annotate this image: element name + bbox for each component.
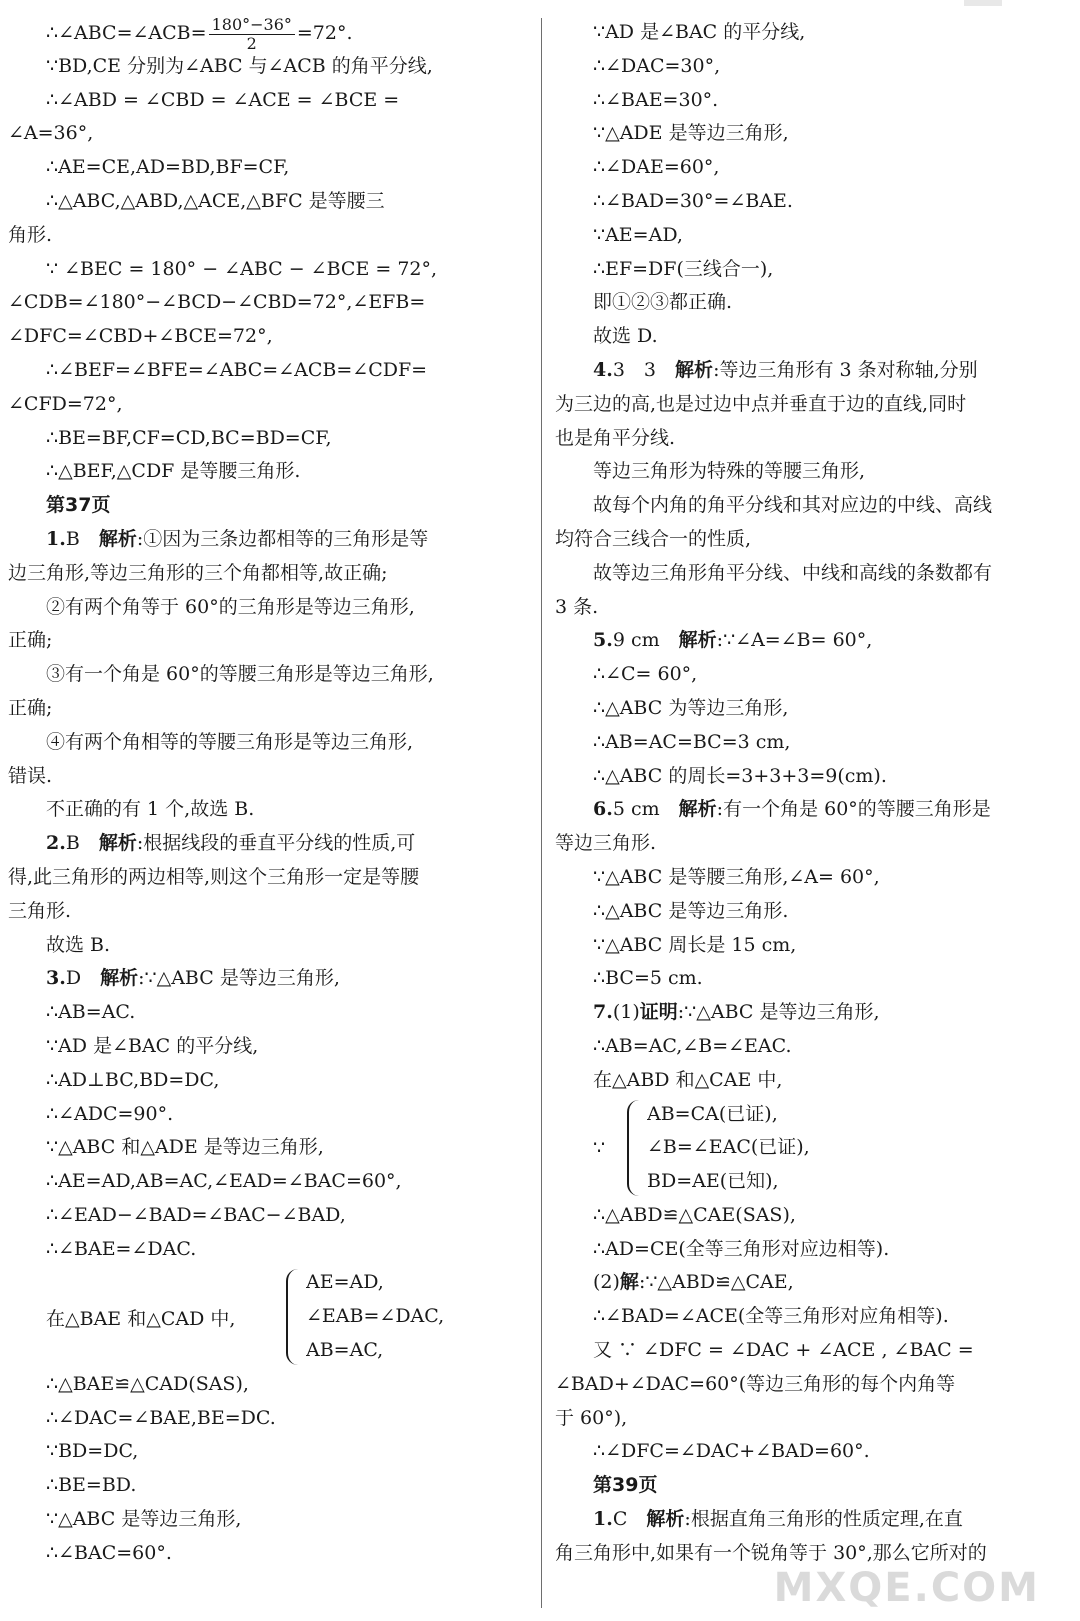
- text-line: ∴△ABC 为等边三角形,: [593, 696, 789, 719]
- system-lines: [306, 1266, 444, 1367]
- text-line: ∴AE=CE,AD=BD,BF=CF,: [46, 156, 290, 179]
- question-number: 3.: [46, 967, 66, 990]
- text-line: 得,此三角形的两边相等,则这个三角形一定是等腰: [8, 865, 420, 888]
- system-line: ∠B=∠EAC(已证),: [647, 1136, 810, 1159]
- text-line: [8, 16, 528, 50]
- text-line: ∴∠BEF=∠BFE=∠ABC=∠ACB=∠CDF=: [46, 358, 428, 381]
- text-line: ∠DFC=∠CBD+∠BCE=72°,: [8, 325, 273, 348]
- text-line: ∵AD 是∠BAC 的平分线,: [593, 21, 806, 43]
- analysis-tag: 解析: [98, 832, 137, 855]
- text-line: ∠A=36°,: [8, 122, 94, 145]
- text-line: ∵BD,CE 分别为∠ABC 与∠ACB 的角平分线,: [46, 54, 433, 77]
- text-line: ∴∠DAE=60°,: [593, 156, 720, 179]
- question-1-line: [555, 1503, 1070, 1537]
- text-line: ∴∠EAD−∠BAD=∠BAC−∠BAD,: [46, 1203, 346, 1226]
- text-line: ④有两个角相等的等腰三角形是等边三角形,: [46, 730, 414, 753]
- text-line: ∵△ADE 是等边三角形,: [593, 122, 789, 145]
- question-5-line: [555, 624, 1070, 658]
- text: :有一个角是 60°的等腰三角形是: [716, 798, 991, 821]
- column-divider: [541, 18, 542, 1608]
- answer: B: [65, 527, 80, 550]
- section-heading-p39: 第39页: [593, 1474, 658, 1497]
- text-line: ∠CDB=∠180°−∠BCD−∠CBD=72°,∠EFB=: [8, 291, 426, 314]
- text-line: ∵△ABC 是等腰三角形,∠A= 60°,: [593, 865, 880, 888]
- text-line: 也是角平分线.: [555, 426, 676, 449]
- text: :根据线段的垂直平分线的性质,可: [136, 832, 416, 855]
- text-line: ∵△ABC 周长是 15 cm,: [593, 933, 797, 956]
- text-line: 正确;: [8, 696, 53, 719]
- equation-system: [8, 1266, 528, 1367]
- system-line: AE=AD,: [306, 1271, 384, 1294]
- text-line: 三角形.: [8, 899, 72, 922]
- question-4-line: [555, 354, 1070, 388]
- text-line: ∴∠DFC=∠DAC+∠BAD=60°.: [593, 1440, 870, 1463]
- text-line: 错误.: [8, 764, 53, 787]
- text-line: ∴△ABC 是等边三角形.: [593, 899, 789, 922]
- text-line: ∴∠BAC=60°.: [46, 1541, 172, 1564]
- answer: 5 cm: [612, 798, 660, 821]
- text-line: 故选 B.: [46, 933, 111, 956]
- analysis-tag: 解析: [646, 1508, 685, 1531]
- text-line: 为三边的高,也是过边中点并垂直于边的直线,同时: [555, 392, 967, 415]
- text-line: 不正确的有 1 个,故选 B.: [46, 798, 255, 821]
- question-number: 7.: [593, 1001, 613, 1024]
- system-line: AB=AC,: [306, 1339, 384, 1362]
- text: :∵△ABC 是等边三角形,: [677, 1001, 880, 1024]
- system-lines: [647, 1098, 810, 1199]
- text-line: ∴AB=AC,∠B=∠EAC.: [593, 1034, 792, 1057]
- part-label: (2): [593, 1271, 620, 1294]
- question-number: 1.: [593, 1508, 613, 1531]
- left-column: [8, 16, 528, 1571]
- text-line: ∵△ABC 是等边三角形,: [46, 1508, 242, 1531]
- text-line: 故选 D.: [593, 325, 658, 348]
- text-line: ∵AE=AD,: [593, 223, 683, 246]
- question-number: 5.: [593, 629, 613, 652]
- text-line: ∴∠BAD=30°=∠BAE.: [593, 189, 793, 212]
- text-line: ∴EF=DF(三线合一),: [593, 257, 774, 280]
- text-line: ∴∠BAE=∠DAC.: [46, 1237, 197, 1260]
- text-line: ∴BE=BD.: [46, 1474, 137, 1497]
- text-line: 角三角形中,如果有一个锐角等于 30°,那么它所对的: [555, 1541, 987, 1564]
- system-label: 在△BAE 和△CAD 中,: [46, 1307, 236, 1330]
- text-line: 故等边三角形角平分线、中线和高线的条数都有: [593, 561, 993, 584]
- text-line: 正确;: [8, 629, 53, 652]
- text-line: ∠BAD+∠DAC=60°(等边三角形的每个内角等: [555, 1372, 956, 1395]
- question-6-line: [555, 793, 1070, 827]
- text-line: ∴AB=AC=BC=3 cm,: [593, 730, 791, 753]
- question-7-line: [555, 996, 1070, 1030]
- proof-tag: 证明: [639, 1001, 678, 1024]
- analysis-tag: 解析: [100, 967, 139, 990]
- answer: 3 3: [612, 358, 657, 381]
- text-line: ∵△ABC 和△ADE 是等边三角形,: [46, 1136, 324, 1159]
- text-line: ∵AD 是∠BAC 的平分线,: [46, 1034, 259, 1057]
- question-number: 4.: [593, 358, 613, 381]
- watermark-logo: MXQE.COM: [773, 1565, 1040, 1611]
- question-number: 1.: [46, 527, 66, 550]
- text-line: 故每个内角的角平分线和其对应边的中线、高线: [593, 494, 993, 517]
- text: :根据直角三角形的性质定理,在直: [684, 1508, 963, 1531]
- text-line: 即①②③都正确.: [593, 291, 733, 314]
- text: :∵∠A=∠B= 60°,: [716, 629, 873, 652]
- question-1-line: [8, 523, 528, 557]
- text-line: 均符合三线合一的性质,: [555, 527, 752, 550]
- left-brace: [286, 1269, 302, 1365]
- fraction-numerator: 180°−36°: [209, 16, 295, 35]
- text-line: ∴△ABC 的周长=3+3+3=9(cm).: [593, 764, 887, 787]
- text-line: ∴∠ADC=90°.: [46, 1102, 174, 1125]
- text: ∴∠ABC=∠ACB=: [46, 22, 207, 45]
- answer: 9 cm: [612, 629, 660, 652]
- text-line: ∴∠BAE=30°.: [593, 88, 719, 111]
- text: :等边三角形有 3 条对称轴,分别: [713, 358, 978, 381]
- text-line: ∠CFD=72°,: [8, 392, 123, 415]
- text-line: ③有一个角是 60°的等腰三角形是等边三角形,: [46, 663, 434, 686]
- text-line: 3 条.: [555, 595, 599, 618]
- analysis-tag: 解析: [678, 629, 717, 652]
- question-number: 2.: [46, 832, 66, 855]
- text-line: ②有两个角等于 60°的三角形是等边三角形,: [46, 595, 415, 618]
- text-line: 角形.: [8, 223, 53, 246]
- system-line: BD=AE(已知),: [647, 1170, 779, 1193]
- text-line: ∵BD=DC,: [46, 1440, 139, 1463]
- text-line: ∵ ∠BEC = 180° − ∠ABC − ∠BCE = 72°,: [46, 257, 438, 280]
- text-line: ∴△ABD≌△CAE(SAS),: [593, 1203, 796, 1226]
- text-line: ∴AB=AC.: [46, 1001, 136, 1024]
- text-line: ∴△BEF,△CDF 是等腰三角形.: [46, 460, 301, 483]
- solution-tag: 解: [619, 1271, 639, 1294]
- text-line: ∴△ABC,△ABD,△ACE,△BFC 是等腰三: [46, 189, 385, 212]
- fraction-denominator: 2: [246, 33, 257, 50]
- analysis-tag: 解析: [98, 527, 137, 550]
- text: :∵△ABD≌△CAE,: [638, 1271, 794, 1294]
- left-brace: [627, 1100, 643, 1196]
- section-heading-p37: 第37页: [46, 494, 111, 517]
- question-number: 6.: [593, 798, 613, 821]
- corner-mark: [964, 0, 1002, 6]
- equation-system: [555, 1098, 1070, 1199]
- analysis-tag: 解析: [678, 798, 717, 821]
- system-label: ∵: [593, 1137, 606, 1160]
- text-line: 于 60°),: [555, 1406, 628, 1429]
- text-line: ∴BC=5 cm.: [593, 967, 703, 990]
- text-line: 边三角形,等边三角形的三个角都相等,故正确;: [8, 561, 388, 584]
- part-label: (1): [612, 1001, 640, 1024]
- fraction: [209, 16, 295, 50]
- text-line: ∴∠DAC=30°,: [593, 54, 721, 77]
- text-line: ∴∠C= 60°,: [593, 663, 698, 686]
- part-2-line: [555, 1266, 1070, 1300]
- right-column: [555, 16, 1070, 1571]
- answer: D: [65, 967, 82, 990]
- text-line: 在△ABD 和△CAE 中,: [593, 1068, 783, 1091]
- text-line: 等边三角形.: [555, 832, 657, 855]
- answer: C: [612, 1508, 628, 1531]
- text-line: 又 ∵ ∠DFC = ∠DAC + ∠ACE , ∠BAC =: [593, 1339, 974, 1362]
- answer: B: [65, 832, 80, 855]
- text-line: ∴△BAE≌△CAD(SAS),: [46, 1372, 249, 1395]
- question-3-line: [8, 962, 528, 996]
- text-line: 等边三角形为特殊的等腰三角形,: [593, 460, 866, 483]
- text: :∵△ABC 是等边三角形,: [138, 967, 340, 990]
- system-line: AB=CA(已证),: [647, 1102, 778, 1125]
- text-line: ∴∠DAC=∠BAE,BE=DC.: [46, 1406, 276, 1429]
- question-2-line: [8, 827, 528, 861]
- text-line: ∴AD=CE(全等三角形对应边相等).: [593, 1237, 890, 1260]
- text: :①因为三条边都相等的三角形是等: [136, 527, 429, 550]
- text: =72°.: [296, 22, 353, 45]
- text-line: ∴∠BAD=∠ACE(全等三角形对应角相等).: [593, 1305, 949, 1328]
- text-line: ∴∠ABD = ∠CBD = ∠ACE = ∠BCE =: [46, 88, 400, 111]
- text-line: ∴AE=AD,AB=AC,∠EAD=∠BAC=60°,: [46, 1170, 402, 1193]
- text-line: ∴AD⊥BC,BD=DC,: [46, 1068, 220, 1091]
- analysis-tag: 解析: [675, 358, 714, 381]
- text-line: ∴BE=BF,CF=CD,BC=BD=CF,: [46, 426, 332, 449]
- system-line: ∠EAB=∠DAC,: [306, 1305, 445, 1328]
